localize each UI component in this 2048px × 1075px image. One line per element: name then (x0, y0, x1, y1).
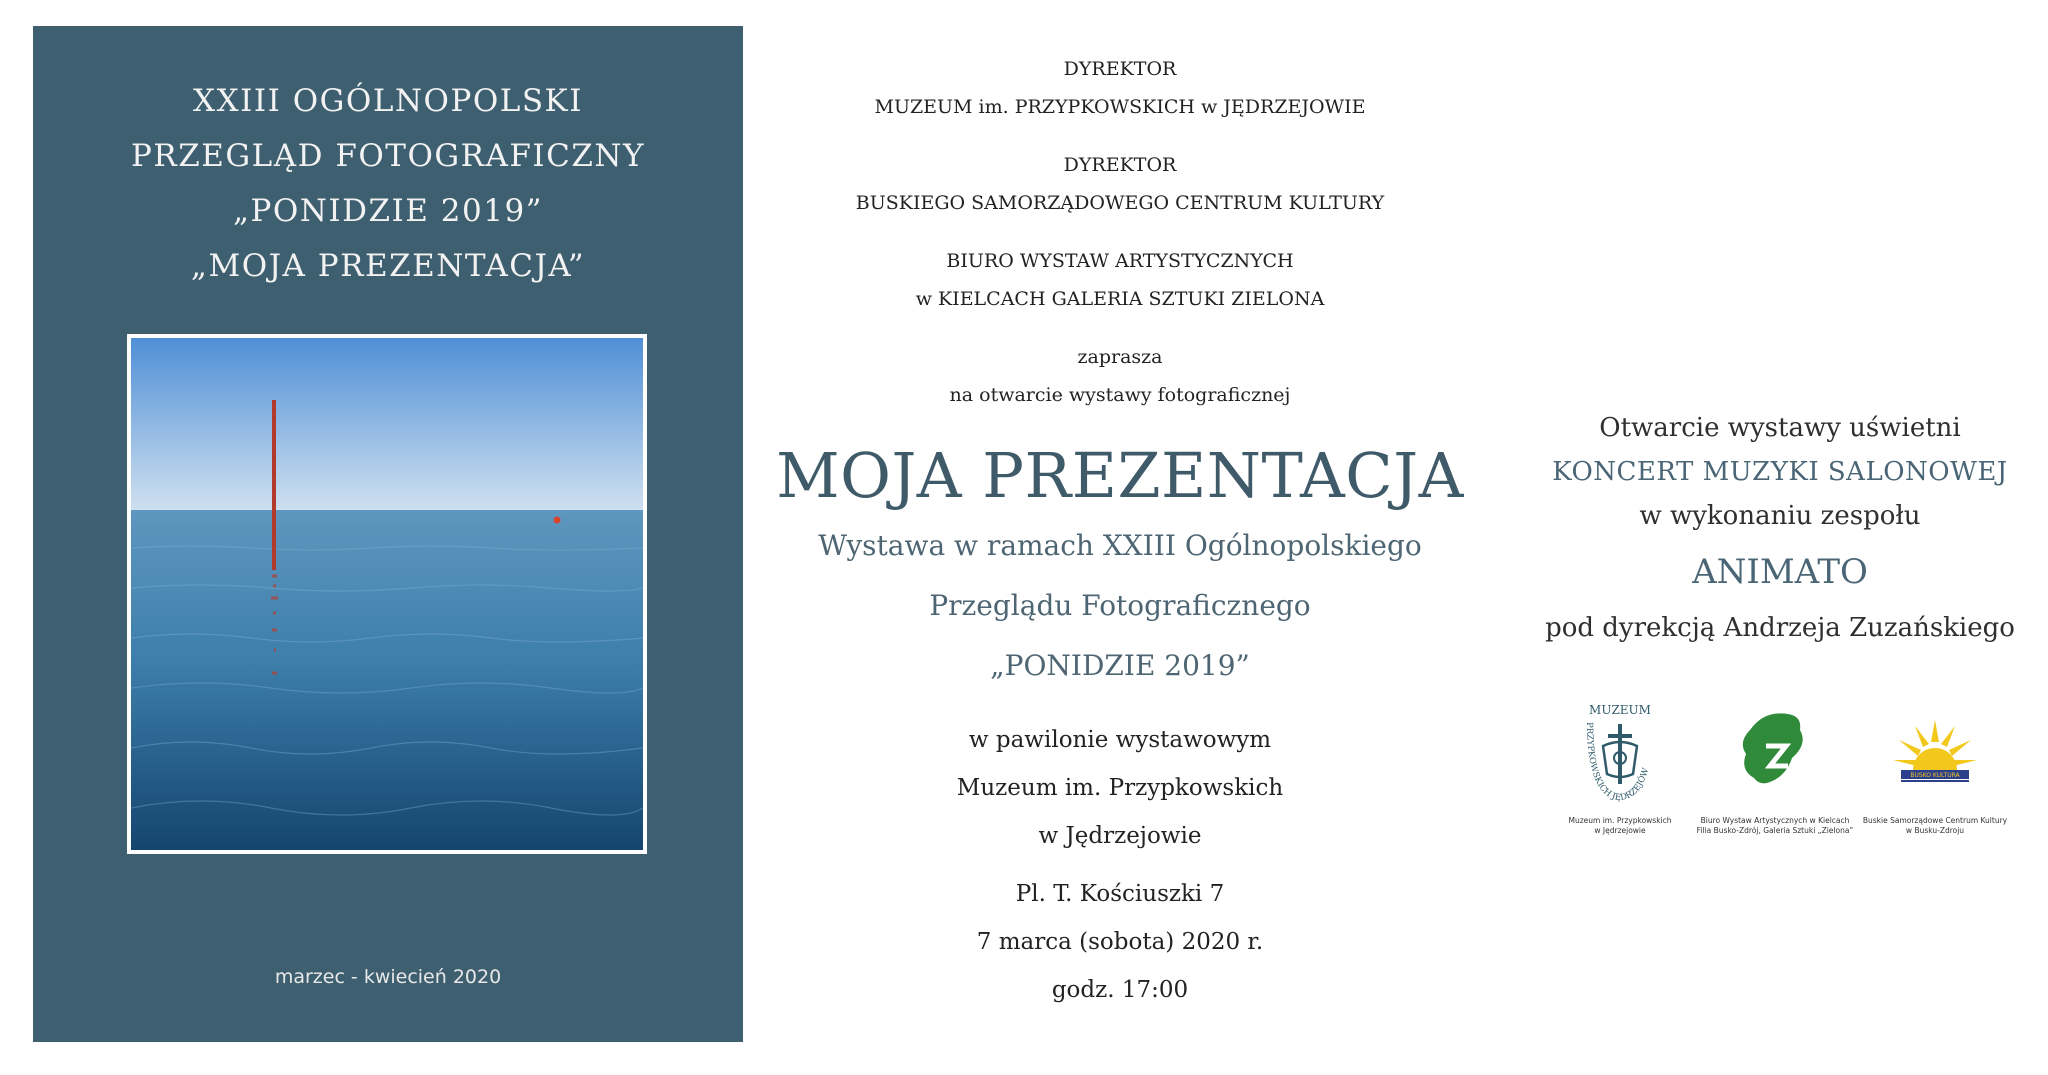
organizer-line: BIURO WYSTAW ARTYSTYCZNYCH (946, 250, 1294, 272)
cover-title-line: „MOJA PREZENTACJA” (190, 248, 586, 284)
museum-ring-text: PRZYPKOWSKICH JĘDRZEJÓW (1583, 722, 1652, 804)
date-line: godz. 17:00 (1051, 977, 1189, 1003)
concert-title: KONCERT MUZYKI SALONOWEJ (1552, 457, 2008, 487)
organizer-line: MUZEUM im. PRZYPKOWSKICH w JĘDRZEJOWIE (874, 96, 1366, 118)
exhibition-title: MOJA PREZENTACJA (776, 439, 1464, 512)
invite-line: na otwarcie wystawy fotograficznej (949, 384, 1291, 406)
bwa-logo-caption: Biuro Wystaw Artystycznych w Kielcach Filia Busko-Zdrój, Galeria Sztuki „Zielona” (1696, 816, 1854, 835)
cover-title-line: „PONIDZIE 2019” (232, 193, 544, 229)
organizer-line: DYREKTOR (1063, 58, 1177, 80)
cover-photo-frame (127, 334, 647, 854)
date-line: 7 marca (sobota) 2020 r. (976, 929, 1264, 955)
organizer-line: DYREKTOR (1063, 154, 1177, 176)
cover-title-line: PRZEGLĄD FOTOGRAFICZNY (131, 138, 645, 174)
sponsor-logos (1540, 700, 2020, 850)
leaf-z-icon (1730, 700, 1820, 810)
subtitle-line: Przeglądu Fotograficznego (929, 589, 1311, 622)
venue-line: w pawilonie wystawowym (968, 727, 1272, 753)
cover-date: marzec - kwiecień 2020 (274, 966, 502, 988)
cover-panel (33, 26, 743, 1042)
invite-line: zaprasza (1077, 346, 1163, 368)
concert-info (1490, 406, 2048, 650)
venue-line: w Jędrzejowie (1038, 823, 1202, 849)
bsck-emblem-text: BUSKO KULTURA (1910, 772, 1960, 779)
bsck-logo (1855, 700, 2015, 836)
concert-line: w wykonaniu zespołu (1639, 501, 1921, 531)
venue-line: Muzeum im. Przypkowskich (956, 775, 1284, 801)
cover-title-line: XXIII OGÓLNOPOLSKI (193, 83, 583, 119)
sea-photo (131, 338, 643, 850)
bsck-logo-caption: Buskie Samorządowe Centrum Kultury w Busku-Zdroju (1862, 816, 2008, 835)
subtitle-line: „PONIDZIE 2019” (990, 649, 1250, 682)
sun-icon (1885, 700, 1985, 810)
museum-logo-caption: Muzeum im. Przypkowskich w Jędrzejowie (1568, 816, 1672, 835)
museum-logo (1540, 700, 1700, 836)
band-name: ANIMATO (1692, 552, 1868, 592)
invitation-text (770, 50, 1470, 1014)
museum-emblem-icon (1575, 700, 1665, 810)
organizer-line: w KIELCACH GALERIA SZTUKI ZIELONA (915, 288, 1325, 310)
bwa-logo (1695, 700, 1855, 836)
museum-emblem-text: MUZEUM (1589, 703, 1651, 717)
cover-title (33, 74, 743, 294)
organizer-line: BUSKIEGO SAMORZĄDOWEGO CENTRUM KULTURY (855, 192, 1385, 214)
conductor-line: pod dyrekcją Andrzeja Zuzańskiego (1545, 613, 2015, 643)
subtitle-line: Wystawa w ramach XXIII Ogólnopolskiego (818, 529, 1422, 562)
concert-line: Otwarcie wystawy uświetni (1599, 413, 1961, 443)
date-line: Pl. T. Kościuszki 7 (1015, 881, 1225, 907)
